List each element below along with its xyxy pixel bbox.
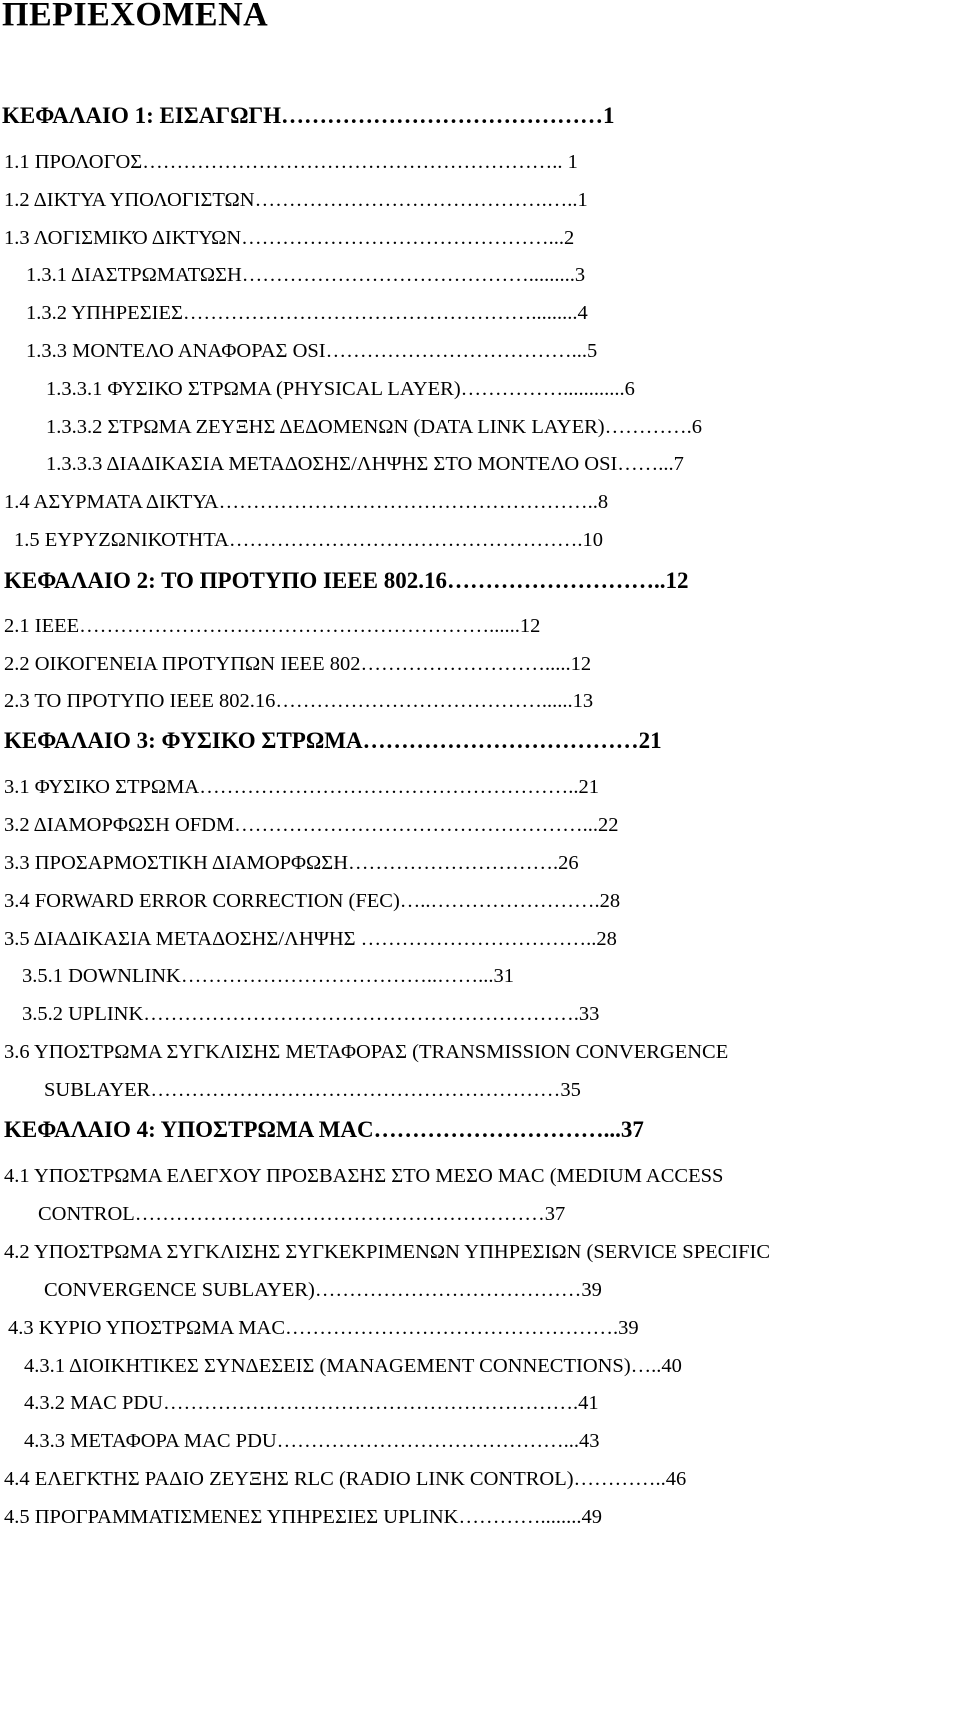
toc-entry[interactable]: [4, 887, 948, 915]
toc-entry[interactable]: [4, 687, 948, 715]
toc-entry-text: ΚΕΦΑΛΑΙΟ 1: ΕΙΣΑΓΩΓΗ……………………………………1: [2, 103, 615, 128]
toc-entry-text: 2.2 ΟΙΚΟΓΕΝΕΙΑ ΠΡΟΤΥΠΩΝ IEEE 802……………………….....12: [4, 653, 592, 675]
toc-entry-text: 1.1 ΠΡΟΛΟΓΟΣ…………………………………………………….. 1: [4, 151, 578, 173]
toc-entry[interactable]: [4, 811, 948, 839]
toc-entry-text: 3.1 ΦΥΣΙΚΟ ΣΤΡΩΜΑ………………………………………………..21: [4, 776, 599, 798]
toc-entry-continuation[interactable]: [44, 1076, 948, 1104]
toc-entry[interactable]: [4, 1038, 948, 1066]
toc-entry[interactable]: [26, 299, 946, 327]
toc-entry-text: 1.3.1 ΔΙΑΣΤΡΩΜΑΤΩΣΗ…………………………………….........3: [26, 264, 586, 286]
toc-entry[interactable]: [4, 773, 948, 801]
toc-entry-continuation[interactable]: [44, 1276, 948, 1304]
toc-entry-text: 1.3.3.1 ΦΥΣΙΚΟ ΣΤΡΩΜΑ (PHYSICAL LAYER)……………............6: [46, 378, 635, 400]
toc-entry[interactable]: [26, 337, 946, 365]
toc-entry[interactable]: [4, 1162, 948, 1190]
toc-entry[interactable]: [46, 413, 946, 441]
toc-entry-text: 1.3 ΛΟΓΙΣΜΙΚΌ ΔΙΚΤΥΩΝ………………………………………...2: [4, 227, 575, 249]
toc-entry-text: 4.3 ΚΥΡΙΟ ΥΠΟΣΤΡΩΜΑ MAC………………………………………….39: [8, 1317, 639, 1339]
toc-entry-text: 3.5 ΔΙΑΔΙΚΑΣΙΑ ΜΕΤΑΔΟΣΗΣ/ΛΗΨΗΣ ……………………………..28: [4, 928, 617, 950]
toc-entry-text: 4.2 ΥΠΟΣΤΡΩΜΑ ΣΥΓΚΛΙΣΗΣ ΣΥΓΚΕΚΡΙΜΕΝΩΝ ΥΠΗΡΕΣΙΩΝ (SERVICE SPECIFIC: [4, 1241, 771, 1263]
toc-entry[interactable]: [4, 186, 948, 214]
toc-entry[interactable]: [22, 1000, 948, 1028]
toc-entry[interactable]: [4, 488, 948, 516]
toc-entry-text: 3.6 ΥΠΟΣΤΡΩΜΑ ΣΥΓΚΛΙΣΗΣ ΜΕΤΑΦΟΡΑΣ (TRANSMISSION CONVERGENCE: [4, 1041, 729, 1063]
toc-entry[interactable]: [4, 925, 948, 953]
toc-entry-text: 3.5.2 UPLINK……………………………………………………….33: [22, 1003, 600, 1025]
toc-entry[interactable]: [4, 1238, 948, 1266]
toc-entry[interactable]: [4, 1465, 948, 1493]
toc-entry[interactable]: [46, 450, 946, 478]
toc-entry-text: 3.4 FORWARD ERROR CORRECTION (FEC)…..…………………….28: [4, 890, 621, 912]
toc-entry[interactable]: [24, 1352, 948, 1380]
toc-entry-text: 4.3.1 ΔΙΟΙΚΗΤΙΚΕΣ ΣΥΝΔΕΣΕΙΣ (MANAGEMENT CONNECTIONS)…..40: [24, 1355, 682, 1377]
toc-entry-text: 2.3 ΤΟ ΠΡΟΤΥΠΟ IEEE 802.16…………………………………......13: [4, 690, 594, 712]
toc-entry-text: 1.5 ΕΥΡΥΖΩΝΙΚΟΤΗΤΑ…………………………………………….10: [14, 529, 604, 551]
toc-entry-text: 1.3.3.2 ΣΤΡΩΜΑ ΖΕΥΞΗΣ ΔΕΔΟΜΕΝΩΝ (DATA LINK LAYER)………….6: [46, 416, 702, 438]
toc-entry[interactable]: [46, 375, 946, 403]
toc-entry[interactable]: [24, 1389, 948, 1417]
toc-entry-text: 4.4 ΕΛΕΓΚΤΗΣ ΡΑΔΙΟ ΖΕΥΞΗΣ RLC (RADIO LINK CONTROL)…………..46: [4, 1468, 687, 1490]
toc-entry-text: CONVERGENCE SUBLAYER)…………………………………39: [44, 1279, 602, 1301]
toc-entry[interactable]: [14, 526, 948, 554]
toc-entry[interactable]: [4, 650, 948, 678]
toc-entry-chapter-1[interactable]: [2, 102, 948, 130]
toc-entry-chapter-2[interactable]: [4, 567, 948, 595]
toc-entry-continuation[interactable]: [38, 1200, 948, 1228]
toc-entry-text: ΚΕΦΑΛΑΙΟ 2: ΤΟ ΠΡΟΤΥΠΟ IEEE 802.16………………………..12: [4, 568, 689, 593]
toc-entry[interactable]: [26, 261, 946, 289]
toc-entry[interactable]: [4, 1503, 948, 1531]
toc-entry-text: SUBLAYER……………………………………………………35: [44, 1079, 581, 1101]
toc-entry[interactable]: [8, 1314, 948, 1342]
page-title: ΠΕΡΙΕΧΟΜΕΝΑ: [2, 0, 269, 33]
toc-entry-text: 3.5.1 DOWNLINK………………………………..……...31: [22, 965, 514, 987]
toc-entry-text: 3.2 ΔΙΑΜΟΡΦΩΣΗ OFDM……………………………………………...22: [4, 814, 619, 836]
toc-entry[interactable]: [4, 849, 948, 877]
toc-entry-text: 4.5 ΠΡΟΓΡΑΜΜΑΤΙΣΜΕΝΕΣ ΥΠΗΡΕΣΙΕΣ UPLINK…………........49: [4, 1506, 602, 1528]
toc-entry[interactable]: [4, 224, 948, 252]
toc-entry-text: 1.4 ΑΣΥΡΜΑΤΑ ΔΙΚΤΥΑ………………………………………………..8: [4, 491, 609, 513]
toc-entry-text: ΚΕΦΑΛΑΙΟ 3: ΦΥΣΙΚΟ ΣΤΡΩΜΑ………………………………21: [4, 728, 662, 753]
toc-entry[interactable]: [24, 1427, 948, 1455]
toc-entry-text: 4.1 ΥΠΟΣΤΡΩΜΑ ΕΛΕΓΧΟΥ ΠΡΟΣΒΑΣΗΣ ΣΤΟ ΜΕΣΟ MAC (MEDIUM ACCESS: [4, 1165, 724, 1187]
toc-entry-text: 4.3.2 MAC PDU…………………………………………………….41: [24, 1392, 599, 1414]
toc-entry-text: ΚΕΦΑΛΑΙΟ 4: ΥΠΟΣΤΡΩΜΑ MAC…………………………...37: [4, 1117, 644, 1142]
toc-entry-text: 1.2 ΔΙΚΤΥΑ ΥΠΟΛΟΓΙΣΤΩΝ…………………………………….…..1: [4, 189, 588, 211]
toc-entry[interactable]: [4, 612, 948, 640]
toc-entry[interactable]: [4, 148, 948, 176]
toc-entry-text: 2.1 IEEE……………………………………………………......12: [4, 615, 541, 637]
toc-entry-chapter-4[interactable]: [4, 1116, 948, 1144]
toc-entry-text: CONTROL……………………………………………………37: [38, 1203, 566, 1225]
toc-entry[interactable]: [22, 962, 948, 990]
toc-entry-text: 3.3 ΠΡΟΣΑΡΜΟΣΤΙΚΗ ΔΙΑΜΟΡΦΩΣΗ………………………….26: [4, 852, 579, 874]
toc-entry-text: 1.3.2 ΥΠΗΡΕΣΙΕΣ…………………………………………….........4: [26, 302, 588, 324]
toc-entry-text: 1.3.3 ΜΟΝΤΕΛΟ ΑΝΑΦΟΡΑΣ OSI………………………………...5: [26, 340, 598, 362]
toc-entry-text: 4.3.3 ΜΕΤΑΦΟΡΑ MAC PDU……………………………………...43: [24, 1430, 600, 1452]
toc-entry-chapter-3[interactable]: [4, 727, 948, 755]
toc-entry-text: 1.3.3.3 ΔΙΑΔΙΚΑΣΙΑ ΜΕΤΑΔΟΣΗΣ/ΛΗΨΗΣ ΣΤΟ ΜΟΝΤΕΛΟ OSI……...7: [46, 453, 684, 475]
